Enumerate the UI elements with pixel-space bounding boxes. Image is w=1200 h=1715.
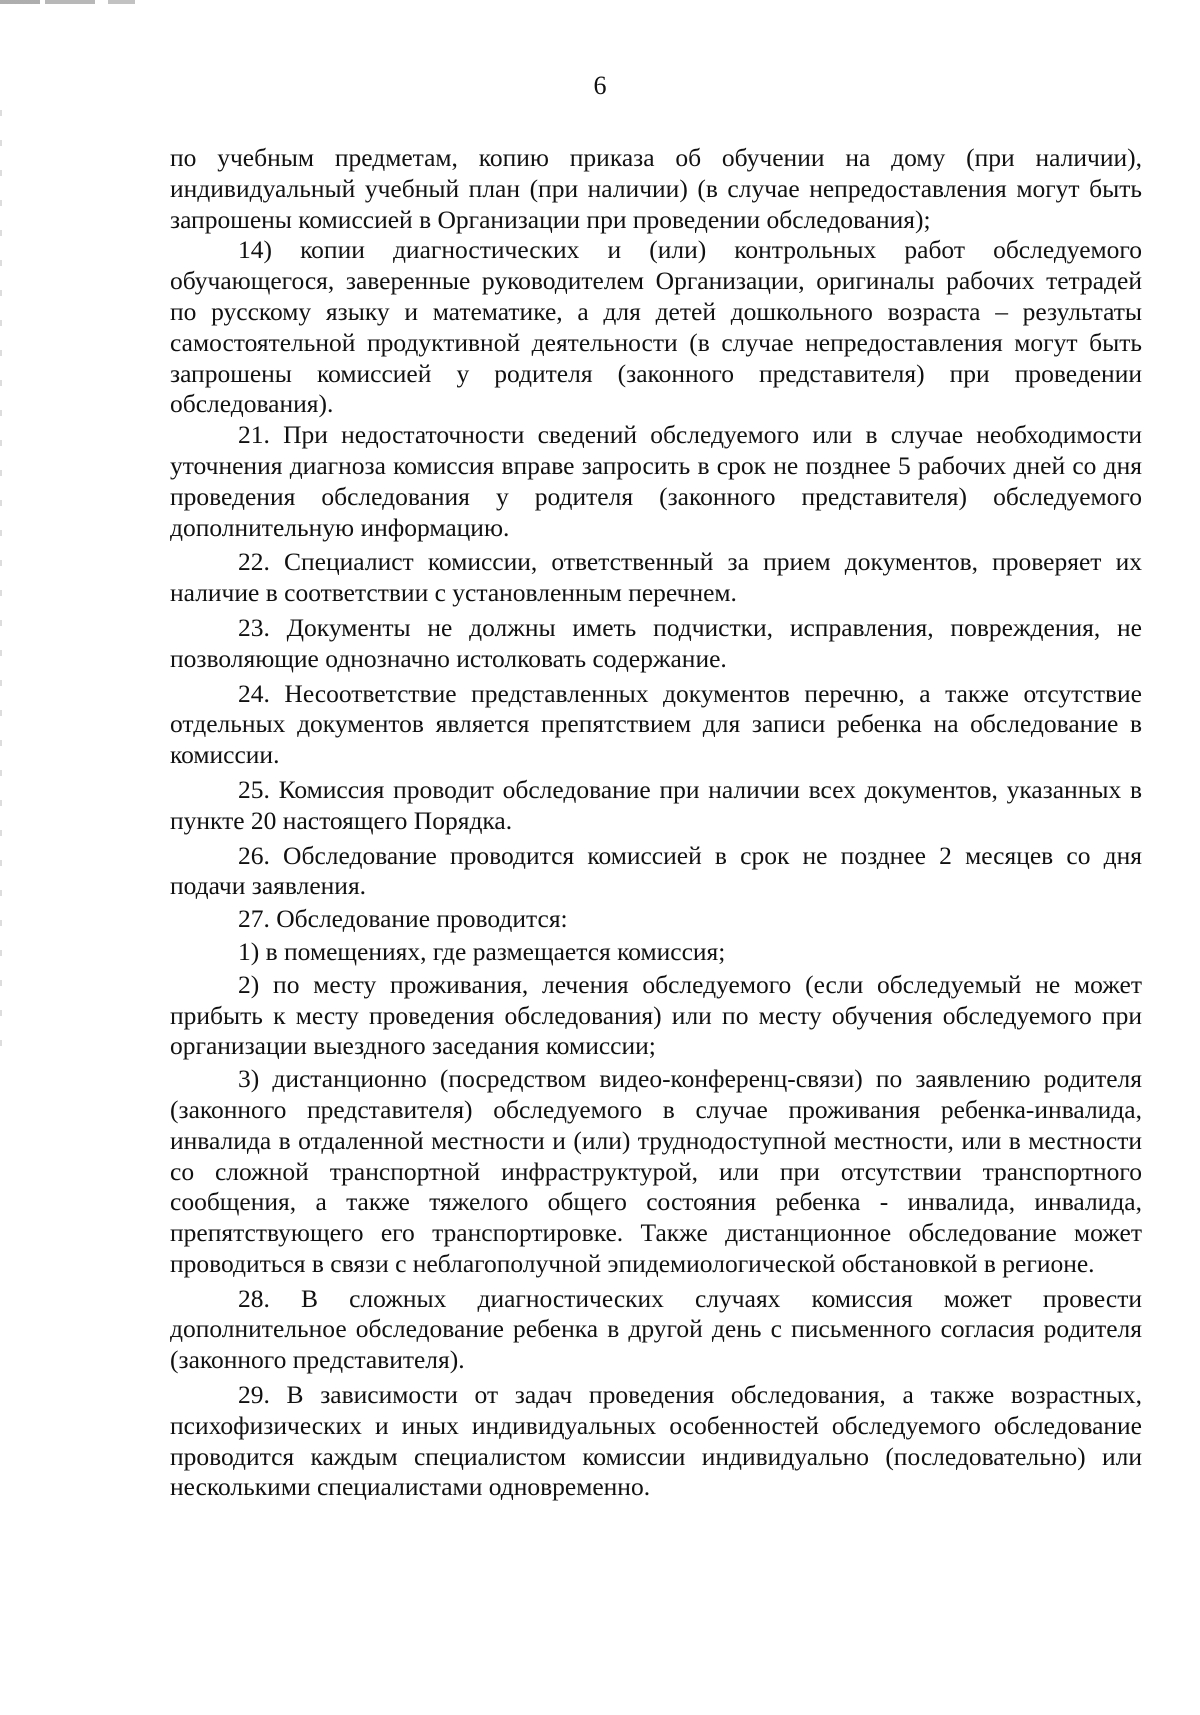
paragraph-27-item-2: 2) по месту проживания, лечения обследуемого (если обследуемый не может прибыть к месту проведения обследования) или по месту обучения обследуемого при организации выездного заседания комиссии; <box>170 969 1142 1061</box>
scan-edge-line <box>0 110 2 1060</box>
paragraph-24: 24. Несоответствие представленных документов перечню, а также отсутствие отдельных документов является препятствием для записи ребенка на обследование в комиссии. <box>170 678 1142 770</box>
paragraph-27: 27. Обследование проводится: <box>238 904 568 934</box>
paragraph-item-14: 14) копии диагностических и (или) контрольных работ обследуемого обучающегося, заверенные руководителем Организации, оригиналы рабочих тетрадей по русскому языку и математике, а для детей дошкольного возраста – результаты самостоятельной продуктивной деятельности (в случае непредоставления могут быть запрошены комиссией у родителя (законного представителя) при проведении обследования). <box>170 235 1142 419</box>
document-body <box>170 143 1142 1503</box>
paragraph-23: 23. Документы не должны иметь подчистки, исправления, повреждения, не позволяющие однозначно истолковать содержание. <box>170 612 1142 673</box>
paragraph-27-item-1: 1) в помещениях, где размещается комиссия; <box>238 936 726 966</box>
paragraph-22: 22. Специалист комиссии, ответственный за прием документов, проверяет их наличие в соответствии с установленным перечнем. <box>170 547 1142 608</box>
paragraph-28: 28. В сложных диагностических случаях комиссия может провести дополнительное обследование ребенка в другой день с письменного согласия родителя (законного представителя). <box>170 1283 1142 1375</box>
paragraph-21: 21. При недостаточности сведений обследуемого или в случае необходимости уточнения диагноза комиссия вправе запросить в срок не позднее 5 рабочих дней со дня проведения обследования у родителя (законного представителя) обследуемого дополнительную информацию. <box>170 420 1142 542</box>
paragraph-27-item-3: 3) дистанционно (посредством видео-конференц-связи) по заявлению родителя (законного представителя) обследуемого в случае проживания ребенка-инвалида, инвалида в отдаленной местности и (или) труднодоступной местности, или в местности со сложной транспортной инфраструктурой, или при отсутствии транспортного сообщения, а также тяжелого общего состояния ребенка - инвалида, инвалида, препятствующего его транспортировке. Также дистанционное обследование может проводиться в связи с неблагополучной эпидемиологической обстановкой в регионе. <box>170 1064 1142 1278</box>
paragraph-29: 29. В зависимости от задач проведения обследования, а также возрастных, психофизических и иных индивидуальных особенностей обследуемого обследование проводится каждым специалистом комиссии индивидуально (последовательно) или несколькими специалистами одновременно. <box>170 1380 1142 1502</box>
paragraph-25: 25. Комиссия проводит обследование при наличии всех документов, указанных в пункте 20 настоящего Порядка. <box>170 774 1142 835</box>
paragraph-continuation: по учебным предметам, копию приказа об обучении на дому (при наличии), индивидуальный учебный план (при наличии) (в случае непредоставления могут быть запрошены комиссией в Организации при проведении обследования); <box>170 143 1142 234</box>
page-number: 6 <box>593 71 607 100</box>
paragraph-26: 26. Обследование проводится комиссией в срок не позднее 2 месяцев со дня подачи заявления. <box>170 840 1142 901</box>
scan-artifact-mark <box>0 0 135 4</box>
